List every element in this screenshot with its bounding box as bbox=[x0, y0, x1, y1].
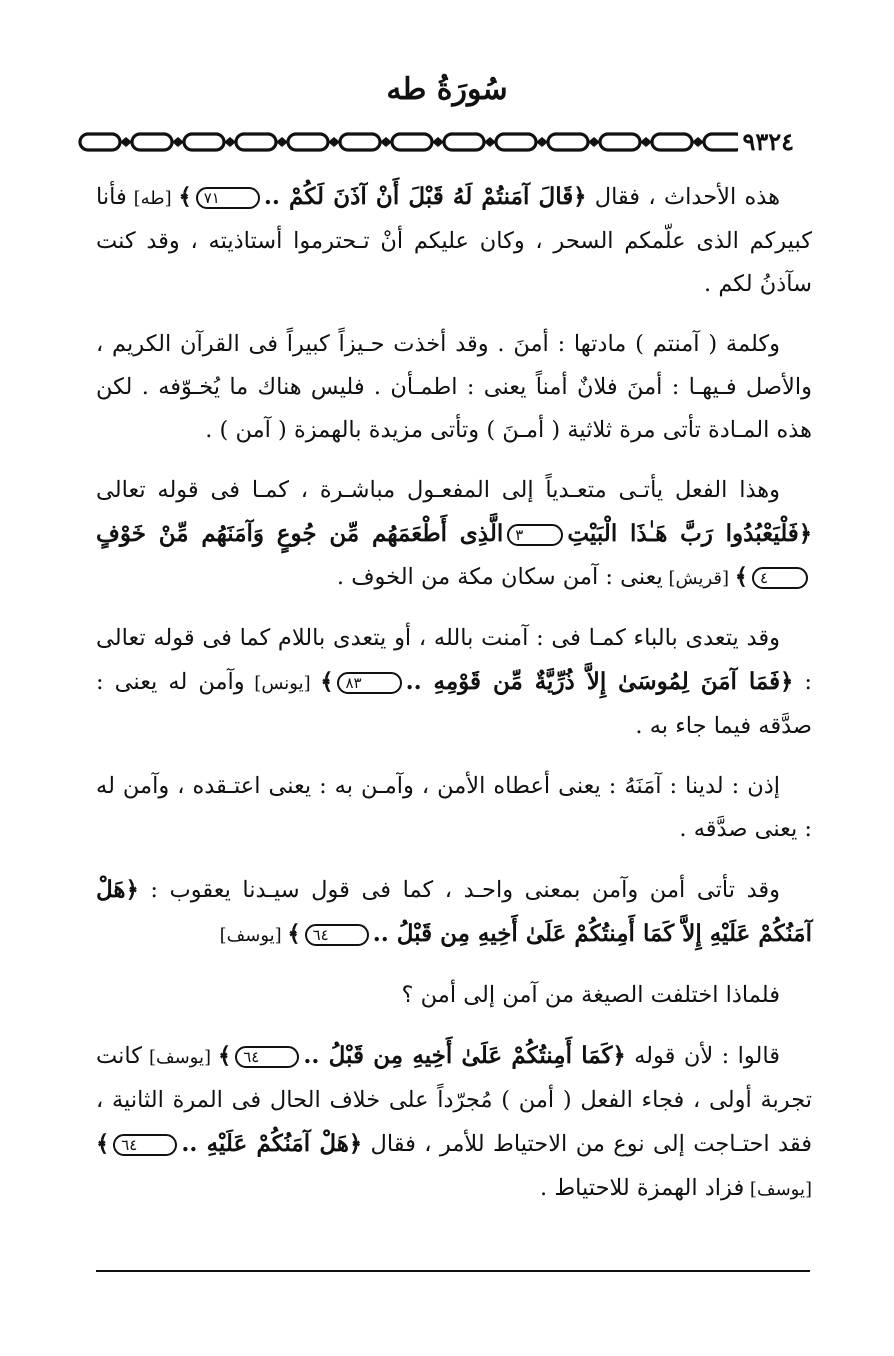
page-number: ٩٣٢٤ bbox=[738, 124, 798, 160]
quran-verse: هَلْ آمَنُكُمْ عَلَيْهِ .. bbox=[181, 1130, 349, 1157]
paragraph bbox=[96, 765, 812, 851]
chain-diamond bbox=[484, 137, 496, 147]
chain-diamond bbox=[276, 137, 288, 147]
chain-link bbox=[288, 134, 328, 150]
paragraph bbox=[96, 469, 812, 600]
surah-title: سُورَةُ طه bbox=[386, 72, 508, 107]
chain-ornament bbox=[78, 130, 768, 154]
body-text-run: فزاد الهمزة للاحتياط . bbox=[540, 1175, 745, 1201]
quran-verse: فَلْيَعْبُدُوا رَبَّ هَـٰذَا الْبَيْتِ bbox=[567, 520, 799, 547]
chain-link bbox=[340, 134, 380, 150]
surah-reference: [يوسف] bbox=[141, 1047, 219, 1068]
chain-link bbox=[392, 134, 432, 150]
chain-diamond bbox=[120, 137, 132, 147]
chain-diamond bbox=[640, 137, 652, 147]
chain-diamond bbox=[432, 137, 444, 147]
surah-reference: [يونس] bbox=[244, 673, 321, 694]
quran-verse: الَّذِى أَطْعَمَهُم مِّن جُوعٍ وَآمَنَهُم مِّنْ خَوْفٍ bbox=[96, 520, 504, 547]
chain-link bbox=[80, 134, 120, 150]
page-header-ornament bbox=[78, 124, 844, 160]
body-text-run: هذه الأحداث ، فقال bbox=[586, 184, 780, 210]
paragraph bbox=[96, 1034, 812, 1211]
verse-close-bracket: ﴾ bbox=[287, 921, 301, 947]
ayah-number: ٦٤ bbox=[305, 924, 369, 946]
paragraph bbox=[96, 617, 812, 748]
body-text-run: وقد يتعدى بالباء كمـا فى : آمنت بالله ، أو يتعدى باللام كما فى قوله تعالى : bbox=[96, 625, 812, 695]
body-text-run: وآمن له يعنى : صدَّقه فيما جاء به . bbox=[96, 669, 812, 739]
ayah-number: ٨٣ bbox=[337, 672, 401, 694]
body-text-run: وهذا الفعل يأتـى متعـدياً إلى المفعـول مباشـرة ، كمـا فى قوله تعالى bbox=[96, 477, 780, 503]
verse-close-bracket: ﴾ bbox=[96, 1131, 110, 1157]
chain-diamond bbox=[692, 137, 704, 147]
surah-reference: [طه] bbox=[126, 188, 179, 209]
verse-close-bracket: ﴾ bbox=[178, 184, 192, 210]
body-text-run: إذن : لدينا : آمَنَهُ : يعنى أعطاه الأمن ، وآمـن به : يعنى اعتـقده ، وآمن له : يعنى صدَّقه . bbox=[96, 773, 812, 842]
paragraph bbox=[96, 175, 812, 306]
ayah-number: ٣ bbox=[507, 524, 563, 546]
verse-close-bracket: ﴾ bbox=[734, 564, 748, 590]
verse-close-bracket: ﴾ bbox=[218, 1043, 232, 1069]
quran-verse: كَمَا أَمِنتُكُمْ عَلَىٰ أَخِيهِ مِن قَبْلُ .. bbox=[303, 1042, 613, 1069]
chain-diamond bbox=[328, 137, 340, 147]
body-text-run: فلماذا اختلفت الصيغة من آمن إلى أمن ؟ bbox=[401, 982, 780, 1008]
chain-link bbox=[236, 134, 276, 150]
paragraph bbox=[96, 323, 812, 452]
surah-reference: [يوسف] bbox=[219, 925, 288, 946]
verse-open-bracket: ﴿ bbox=[780, 669, 794, 695]
paragraph bbox=[96, 868, 812, 957]
verse-open-bracket: ﴿ bbox=[573, 184, 587, 210]
verse-close-bracket: ﴾ bbox=[320, 669, 334, 695]
ayah-number: ٦٤ bbox=[235, 1046, 299, 1068]
body-text-run: قالوا : لأن قوله bbox=[625, 1043, 780, 1069]
surah-reference: [يوسف] bbox=[744, 1179, 812, 1200]
chain-diamond bbox=[536, 137, 548, 147]
page-body bbox=[96, 175, 812, 1228]
chain-link bbox=[444, 134, 484, 150]
body-text-run: وكلمة ( آمنتم ) مادتها : أمنَ . وقد أخذت حـيزاً كبيراً فى القرآن الكريم ، والأصل فـيهـا : أمنَ فلانٌ أمناً يعنى : اطمـأن . فليس هناك ما يُخـوّفه . لكن هذه المـادة تأتى مرة ثلاثية ( أمـنَ ) وتأتى مزيدة بالهمزة ( آمن ) . bbox=[96, 331, 812, 443]
verse-open-bracket: ﴿ bbox=[348, 1131, 363, 1157]
chain-link bbox=[548, 134, 588, 150]
body-text-run: فأنا كبيركم الذى علّمكم السحر ، وكان عليكم أنْ تـحترموا أستاذيته ، وقد كنت سآذنُ لكم . bbox=[96, 184, 812, 297]
chain-link bbox=[184, 134, 224, 150]
chain-link bbox=[600, 134, 640, 150]
body-text-run: وقد تأتى أمن وآمن بمعنى واحـد ، كما فى قول سيـدنا يعقوب : bbox=[138, 877, 780, 903]
chain-diamond bbox=[380, 137, 392, 147]
surah-reference: [قريش] bbox=[662, 568, 735, 589]
quran-verse: فَمَا آمَنَ لِمُوسَىٰ إِلاَّ ذُرِّيَّةٌ مِّن قَوْمِهِ .. bbox=[405, 668, 781, 695]
chain-link bbox=[132, 134, 172, 150]
ayah-number: ٦٤ bbox=[113, 1134, 177, 1156]
ayah-number: ٧١ bbox=[196, 187, 260, 209]
chain-diamond bbox=[588, 137, 600, 147]
verse-open-bracket: ﴿ bbox=[125, 877, 139, 903]
ayah-number: ٤ bbox=[752, 567, 808, 589]
body-text-run: يعنى : آمن سكان مكة من الخوف . bbox=[336, 564, 663, 590]
quran-verse: قَالَ آمَنتُمْ لَهُ قَبْلَ أَنْ آذَنَ لَكُمْ .. bbox=[263, 183, 574, 210]
body-text-run: كانت تجربة أولى ، فجاء الفعل ( أمن ) مُجرّداً على خلاف الحال فى المرة الثانية ، فقد احتـاجت إلى نوع من الاحتياط للأمر ، فقال bbox=[96, 1043, 812, 1157]
verse-open-bracket: ﴿ bbox=[612, 1043, 626, 1069]
paragraph bbox=[96, 974, 812, 1017]
chain-diamond bbox=[224, 137, 236, 147]
quran-verse: هَلْ آمَنُكُمْ عَلَيْهِ إِلاَّ كَمَا أَمِنتُكُمْ عَلَىٰ أَخِيهِ مِن قَبْلُ .. bbox=[96, 876, 812, 947]
chain-link bbox=[652, 134, 692, 150]
chain-diamond bbox=[172, 137, 184, 147]
footer-divider bbox=[96, 1270, 810, 1272]
chain-link bbox=[496, 134, 536, 150]
verse-open-bracket: ﴿ bbox=[798, 521, 812, 547]
